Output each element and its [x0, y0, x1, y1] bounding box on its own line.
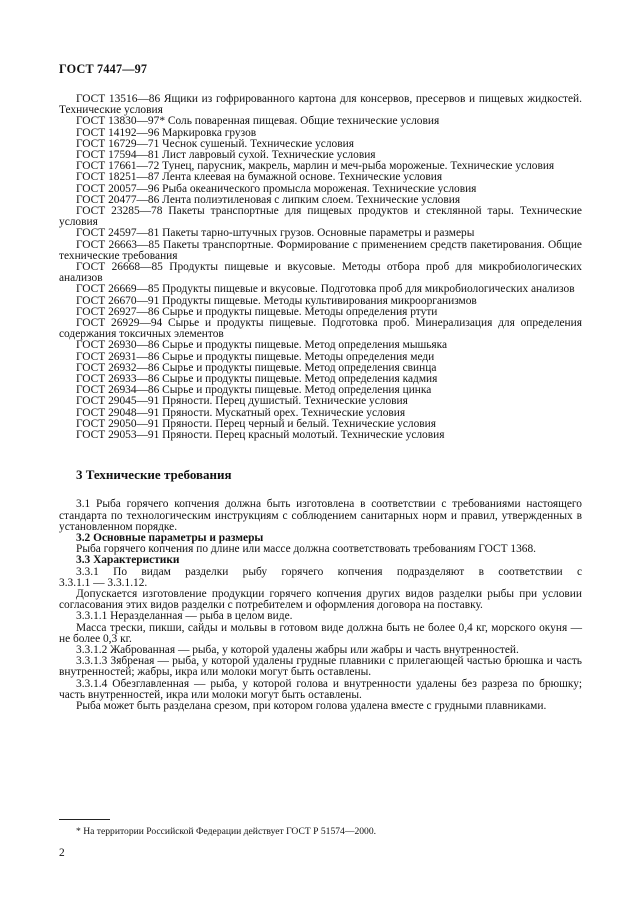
paragraph-3-1: 3.1 Рыба горячего копчения должна быть изготовлена в соответствии с требованиями настоящего стандарта по технологическим инструкциям с соблюдением санитарных норм и правил, утвержденных в установленном порядке. — [59, 498, 582, 533]
reference-item: ГОСТ 16729—71 Чеснок сушеный. Технические условия — [76, 137, 354, 150]
reference-item: ГОСТ 26669—85 Продукты пищевые и вкусовые. Подготовка проб для микробиологических анализов — [76, 283, 575, 296]
reference-item: ГОСТ 26930—86 Сырье и продукты пищевые. Метод определения мышьяка — [76, 339, 448, 352]
footnote-divider — [59, 819, 110, 820]
paragraph-3-3-1-line1: 3.3.1 По видам разделки рыбу горячего копчения подразделяют в соответствии с — [76, 565, 582, 578]
reference-item: ГОСТ 17594—81 Лист лавровый сухой. Технические условия — [76, 149, 376, 162]
reference-item: ГОСТ 20057—96 Рыба океанического промысла мороженая. Технические условия — [76, 182, 477, 195]
reference-item: ГОСТ 26933—86 Сырье и продукты пищевые. Метод определения кадмия — [76, 373, 438, 386]
paragraph-3-3-1-4: 3.3.1.4 Обезглавленная — рыба, у которой голова и внутренности удалены без разреза по брюшку; часть внутренностей, икра или молоки могут быть оставлены. — [59, 677, 582, 701]
reference-item: ГОСТ 20477—86 Лента полиэтиленовая с липким слоем. Технические условия — [76, 193, 461, 206]
section-heading: 3 Технические требования — [76, 467, 232, 483]
reference-item: ГОСТ 26932—86 Сырье и продукты пищевые. Метод определения свинца — [76, 361, 437, 374]
reference-item: ГОСТ 26934—86 Сырье и продукты пищевые. Метод определения цинка — [76, 384, 432, 397]
paragraph-3-3-1-2: 3.3.1.2 Жаброванная — рыба, у которой удалены жабры или жабры и часть внутренностей. — [76, 643, 519, 656]
document-header: ГОСТ 7447—97 — [59, 62, 148, 76]
paragraph-3-3-1-line2: 3.3.1.1 — 3.3.1.12. — [59, 576, 148, 589]
paragraph-allowed: Допускается изготовление продукции горячего копчения других видов разделки рыбы при условии согласования этих видов разделки с потребителем и оформления договора на поставку. — [59, 587, 582, 612]
page-number: 2 — [59, 847, 65, 859]
reference-item: ГОСТ 17661—72 Тунец, парусник, макрель, марлин и меч-рыба мороженые. Технические условия — [76, 160, 555, 173]
reference-item: ГОСТ 29048—91 Пряности. Мускатный орех. Технические условия — [76, 406, 406, 419]
reference-item: ГОСТ 26929—94 Сырье и продукты пищевые. Подготовка проб. Минерализация для определения содержания токсичных элементов — [59, 317, 582, 341]
reference-item: ГОСТ 29050—91 Пряности. Перец черный и белый. Технические условия — [76, 417, 436, 430]
paragraph-3-3-1-1: 3.3.1.1 Неразделанная — рыба в целом виде. — [76, 610, 293, 623]
reference-item: ГОСТ 26670—91 Продукты пищевые. Методы культивирования микроорганизмов — [76, 294, 477, 307]
reference-item: ГОСТ 14192—96 Маркировка грузов — [76, 126, 257, 139]
paragraph-3-3-1-3: 3.3.1.3 Зябреная — рыба, у которой удалены грудные плавники с прилегающей частью брюшка и часть внутренностей; жабры, икра или молоки могут быть оставлены. — [59, 655, 582, 679]
reference-item: ГОСТ 29053—91 Пряности. Перец красный молотый. Технические условия — [76, 429, 445, 442]
subsection-heading-3-3: 3.3 Характеристики — [76, 554, 180, 567]
normative-references-list — [59, 94, 582, 441]
reference-item: ГОСТ 29045—91 Пряности. Перец душистый. Технические условия — [76, 395, 408, 408]
section-body — [59, 499, 582, 712]
paragraph-3-2: Рыба горячего копчения по длине или массе должна соответствовать требованиям ГОСТ 1368. — [76, 543, 537, 556]
reference-item: ГОСТ 13516—86 Ящики из гофрированного картона для консервов, пресервов и пищевых жидкостей. Технические условия — [59, 93, 582, 117]
reference-item: ГОСТ 26927—86 Сырье и продукты пищевые. Методы определения ртути — [76, 305, 438, 318]
reference-item: ГОСТ 13830—97* Соль поваренная пищевая. Общие технические условия — [76, 115, 440, 128]
paragraph-mass: Масса трески, пикши, сайды и мольвы в готовом виде должна быть не более 0,4 кг, морского окуня — не более 0,3 кг. — [59, 621, 582, 645]
main-content — [59, 94, 582, 712]
footnote: * На территории Российской Федерации действует ГОСТ Р 51574—2000. — [76, 826, 377, 837]
reference-item: ГОСТ 26663—85 Пакеты транспортные. Формирование с применением средств пакетирования. Общие технические требования — [59, 238, 582, 262]
reference-item: ГОСТ 24597—81 Пакеты тарно-штучных грузов. Основные параметры и размеры — [76, 227, 475, 240]
reference-item: ГОСТ 26931—86 Сырье и продукты пищевые. Методы определения меди — [76, 350, 435, 363]
paragraph-cut: Рыба может быть разделана срезом, при котором голова удалена вместе с грудными плавниками. — [76, 699, 547, 712]
subsection-heading-3-2: 3.2 Основные параметры и размеры — [76, 531, 264, 544]
reference-item: ГОСТ 18251—87 Лента клеевая на бумажной основе. Технические условия — [76, 171, 443, 184]
reference-item: ГОСТ 23285—78 Пакеты транспортные для пищевых продуктов и стеклянной тары. Технические условия — [59, 205, 582, 229]
reference-item: ГОСТ 26668—85 Продукты пищевые и вкусовые. Методы отбора проб для микробиологических анализов — [59, 261, 582, 285]
